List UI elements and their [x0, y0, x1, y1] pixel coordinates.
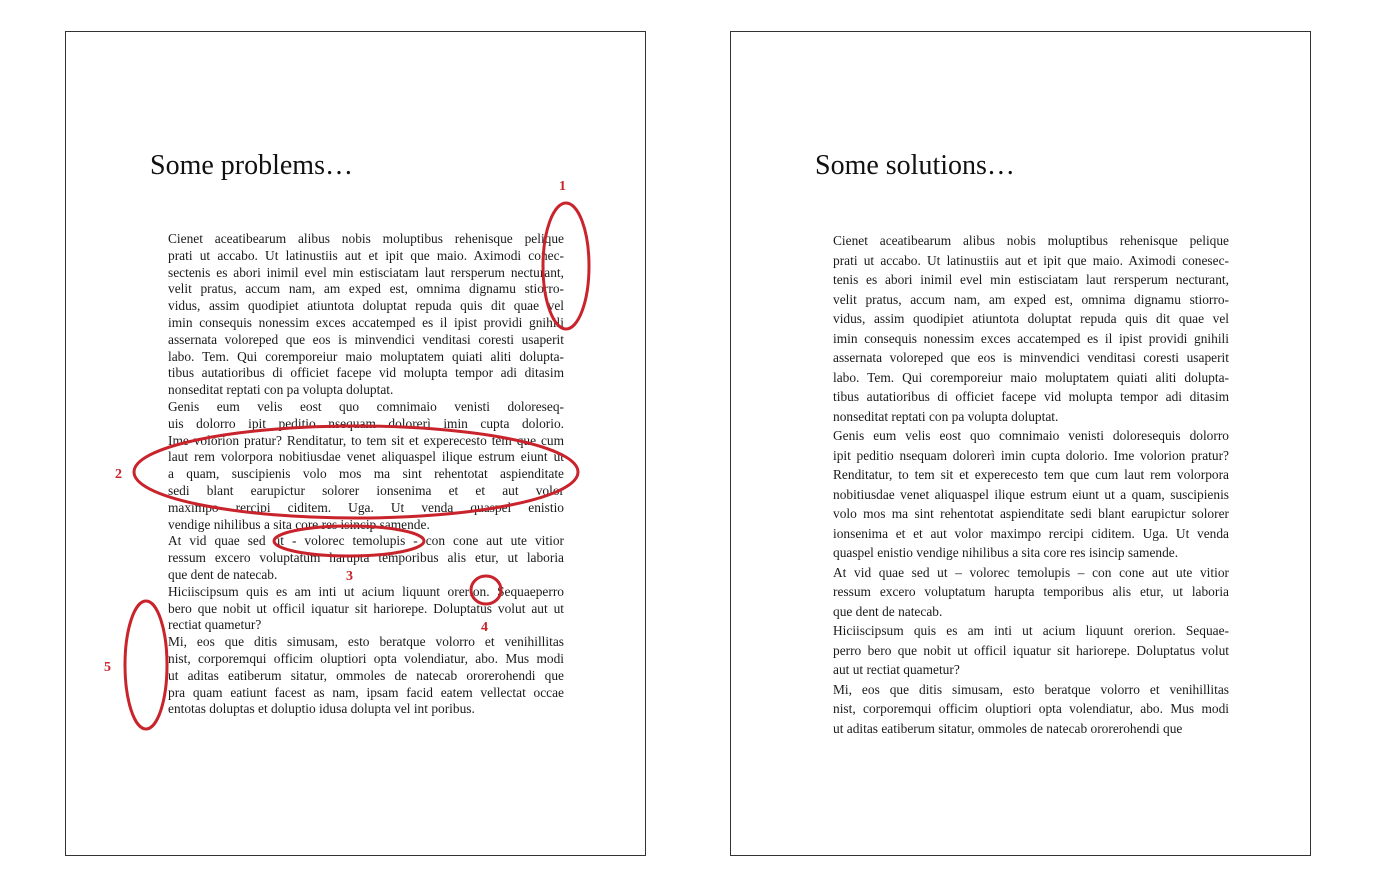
text-line: Cienet aceatibearum alibus nobis moluptibus rehenisque pelique [168, 231, 564, 246]
annotation-marker-4: 4 [481, 620, 488, 635]
paragraph [150, 533, 564, 583]
text-line: Hiciiscipsum quis es am inti ut acium liquunt orerion. Sequaeperro [168, 583, 564, 599]
text-line: volo mos ma sint rehentotat aspienditate sedi blant earupictur solorer [833, 506, 1229, 521]
text-line: nonseditat reptati con pa volupta doluptat. [833, 408, 1059, 424]
text-line: nist, corporemqui officim oluptiori opta volendiatur, abo. Mus modi [168, 650, 564, 666]
text-line: nonseditat reptati con pa volupta doluptat. [168, 382, 394, 398]
paragraph [815, 680, 1229, 739]
text-line: Genis eum velis eost quo comnimaio venisti doloreseq- [168, 398, 564, 414]
text-line: sedi blant earupictur solorer ionsenima et et aut volor [168, 482, 564, 498]
text-line: vidus, assim quodipiet atiuntota doluptat repuda quis dit quae vel [168, 298, 564, 314]
paragraph [815, 621, 1229, 680]
text-line: pra quam eatiunt facest as nam, ipsam facid eatem vellectat occae [168, 684, 564, 700]
text-line: prati ut accabo. Ut latinustiis aut et ipit que maio. Aximodi conesec- [833, 252, 1229, 268]
text-line: Mi, eos que ditis simusam, esto beratque volorro et venihillitas [833, 681, 1229, 697]
text-line: uis dolorro ipit peditio nsequam dolorerì imin cupta dolorio. [168, 415, 564, 431]
paragraph [815, 231, 1229, 426]
text-line: tibus autatioribus di officiet facepe vid molupta tempor adi ditasim [833, 389, 1229, 404]
paragraph [150, 584, 564, 634]
text-line: maximpo rercipi ciditem. Uga. Ut venda quaspel enistio [168, 499, 564, 515]
text-line: aut ut rectiat quametur? [833, 662, 960, 677]
text-line: perro bero que nobit ut officil iquatur sit hariorepe. Doluptatus volut [833, 642, 1229, 658]
paragraph [150, 399, 564, 533]
body-text [815, 231, 1229, 738]
page-problems [65, 31, 646, 856]
text-line: Renditatur, to tem sit et experecesto tem que cum laut rem volorpora [833, 467, 1229, 482]
text-line: Genis eum velis eost quo comnimaio venisti doloresequis dolorro [833, 428, 1229, 443]
text-line: nist, corporemqui officim oluptiori opta volendiatur, abo. Mus modi [833, 701, 1229, 716]
text-line: ut aditas eatiberum sitatur, ommoles de natecab ororerohendi que [168, 667, 564, 683]
text-line: rectiat quametur? [168, 617, 262, 633]
text-line: Ime volorion pratur? Renditatur, to tem sit et experecesto tem que cum [168, 432, 564, 448]
paragraph [815, 563, 1229, 622]
text-line: ressum excero voluptatum harupta temporibus alis etur, ut laboria [833, 584, 1229, 599]
text-line: vendige nihilibus a sita core res isincip samende. [168, 516, 430, 532]
text-line: labo. Tem. Qui coremporeiur maio moluptatem quiati aliti dolupta- [168, 348, 564, 364]
text-line: que dent de natecab. [833, 603, 943, 619]
text-line: velit pratus, accum nam, am exped est, omnima dignamu stiorro- [168, 281, 564, 297]
text-line: ionsenima et et aut volor maximpo rercipi ciditem. Uga. Ut venda [833, 525, 1229, 541]
text-line: velit pratus, accum nam, am exped est, omnima dignamu stiorro- [833, 291, 1229, 307]
text-line: bero que nobit ut officil iquatur sit hariorepe. Doluptatus volut aut ut [168, 600, 564, 616]
text-line: quaspel enistio vendige nihilibus a sita core res isincip samende. [833, 545, 1179, 560]
text-line: labo. Tem. Qui coremporeiur maio moluptatem quiati aliti dolupta- [833, 369, 1229, 385]
text-line: ut aditas eatiberum sitatur, ommoles de natecab ororerohendi que [833, 720, 1183, 736]
paragraph [815, 426, 1229, 563]
text-line: ipit peditio nsequam dolorerì imin cupta dolorio. Ime volorion pratur? [833, 447, 1229, 463]
text-line: ressum excero voluptatum harupta temporibus alis etur, ut laboria [168, 550, 564, 566]
paragraph [150, 231, 564, 399]
text-line: At vid quae sed ut - volorec temolupis - con cone aut ute vitior [168, 533, 564, 549]
annotation-marker-3: 3 [346, 569, 353, 584]
paragraph [150, 634, 564, 718]
text-line: tenis es abori inimil evel min estisciatam laut rersperum necturant, [833, 272, 1229, 287]
text-line: vidus, assim quodipiet atiuntota doluptat repuda quis dit quae vel [833, 311, 1229, 326]
page-solutions [730, 31, 1311, 856]
body-text [150, 231, 564, 718]
text-line: prati ut accabo. Ut latinustiis aut et ipit que maio. Aximodi conec- [168, 247, 564, 263]
annotation-marker-2: 2 [115, 467, 122, 482]
text-line: laut rem volorpora nobitiusdae venet aliquaspel ilique estrum eiunt ut [168, 449, 564, 465]
text-line: que dent de natecab. [168, 566, 278, 582]
text-line: entotas doluptas et doluptio idusa dolupta vel int poribus. [168, 701, 475, 717]
page-title: Some problems… [150, 150, 353, 181]
text-line: tibus autatioribus di officiet facepe vid molupta tempor adi ditasim [168, 365, 564, 381]
text-line: assernata voloreped que eos is minvendici venditasi coresti usaperit [833, 350, 1229, 365]
text-line: imin consequis nonessim exces accatemped es il ipist providi gnihili [168, 314, 564, 330]
annotation-marker-1: 1 [559, 179, 566, 194]
text-line: At vid quae sed ut – volorec temolupis – con cone aut ute vitior [833, 564, 1229, 580]
text-line: imin consequis nonessim exces accatemped es il ipist providi gnihili [833, 330, 1229, 346]
text-line: Mi, eos que ditis simusam, esto beratque volorro et venihillitas [168, 634, 564, 650]
text-line: nobitiusdae venet aliquaspel ilique estrum eiunt ut a quam, suscipienis [833, 486, 1229, 502]
text-line: assernata voloreped que eos is minvendici venditasi coresti usaperit [168, 331, 564, 347]
text-line: Cienet aceatibearum alibus nobis moluptibus rehenisque pelique [833, 233, 1229, 248]
text-line: Hiciiscipsum quis es am inti ut acium liquunt orerion. Sequae- [833, 623, 1229, 638]
text-line: sectenis es abori inimil evel min estisciatam laut rersperum necturant, [168, 264, 564, 280]
annotation-marker-5: 5 [104, 660, 111, 675]
text-line: a quam, suscipienis volo mos ma sint rehentotat aspienditate [168, 466, 564, 482]
page-title: Some solutions… [815, 150, 1015, 181]
